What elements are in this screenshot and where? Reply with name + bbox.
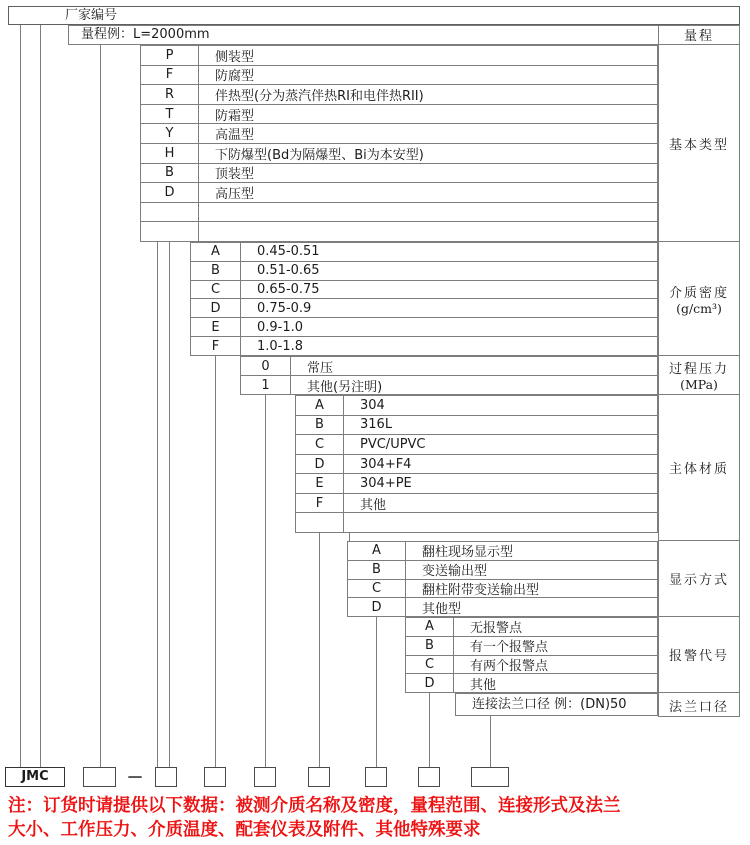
model-code-box-range <box>83 767 116 787</box>
code-cell: E <box>191 318 241 336</box>
code-cell: P <box>141 46 199 65</box>
step-stub-line <box>349 533 350 541</box>
code-cell: E <box>296 474 344 493</box>
table-row <box>191 299 657 318</box>
description-cell: 下防爆型(Bd为隔爆型、Bi为本安型) <box>215 147 424 163</box>
description-cell <box>199 222 657 241</box>
table-row <box>406 656 657 675</box>
basic-type-table <box>140 45 658 242</box>
code-cell: D <box>348 598 406 616</box>
connector-line <box>265 395 266 767</box>
code-cell: B <box>348 561 406 579</box>
table-row <box>296 513 657 532</box>
section-label-pressure: 过程压力 (MPa) <box>659 356 739 395</box>
description-cell: 0.65-0.75 <box>257 282 320 298</box>
connector-line <box>319 533 320 767</box>
code-cell: D <box>191 299 241 317</box>
code-cell: C <box>191 281 241 299</box>
connector-line <box>376 617 377 767</box>
model-code-box-material <box>308 767 330 787</box>
order-note-line2: 大小、工作压力、介质温度、配套仪表及附件、其他特殊要求 <box>8 820 481 840</box>
table-row <box>296 416 657 436</box>
manufacturer-number-label: 厂家编号 <box>65 8 118 23</box>
connector-line <box>490 716 491 767</box>
description-cell: PVC/UPVC <box>360 436 426 452</box>
description-cell: 伴热型(分为蒸汽伴热RI和电伴热RII) <box>215 88 424 104</box>
table-row <box>141 46 657 66</box>
code-cell: D <box>406 674 454 692</box>
range-example-text: 量程例：L=2000mm <box>81 27 210 42</box>
order-note-line1: 注：订货时请提供以下数据：被测介质名称及密度，量程范围、连接形式及法兰 <box>8 796 621 816</box>
flange-size-row <box>455 693 658 716</box>
description-cell: 1.0-1.8 <box>257 338 304 354</box>
description-cell: 顶装型 <box>215 167 255 183</box>
code-cell: A <box>296 396 344 415</box>
connector-line <box>429 693 430 767</box>
pressure-table <box>240 356 658 395</box>
connector-line <box>40 25 41 767</box>
code-cell: R <box>141 85 199 104</box>
table-row <box>296 494 657 514</box>
code-cell: D <box>141 183 199 202</box>
section-label-range: 量程 <box>659 25 739 45</box>
section-label-material: 主体材质 <box>659 395 739 541</box>
table-row <box>191 281 657 300</box>
model-code-box-pressure <box>254 767 276 787</box>
table-row <box>296 474 657 494</box>
code-cell: H <box>141 144 199 163</box>
connector-line <box>215 356 216 767</box>
code-cell <box>141 222 199 241</box>
table-row <box>348 580 657 599</box>
description-cell: 304+PE <box>360 476 412 492</box>
code-cell <box>141 203 199 222</box>
section-label-alarm: 报警代号 <box>659 617 739 693</box>
table-row <box>296 455 657 475</box>
table-row <box>406 618 657 637</box>
table-row <box>141 66 657 86</box>
description-cell <box>344 513 657 532</box>
code-cell <box>296 513 344 532</box>
description-cell: 高压型 <box>215 186 255 202</box>
table-row <box>296 435 657 455</box>
description-cell: 防霜型 <box>215 108 255 124</box>
table-row <box>141 105 657 125</box>
code-cell: 0 <box>241 357 291 375</box>
connector-line <box>169 242 170 767</box>
code-cell: Y <box>141 124 199 143</box>
description-cell: 其他(另注明) <box>307 379 383 394</box>
display-mode-table <box>347 541 658 617</box>
table-row <box>191 262 657 281</box>
table-row <box>241 376 657 394</box>
table-row <box>141 164 657 184</box>
model-code-box-basic-type <box>155 767 177 787</box>
table-row <box>348 598 657 616</box>
manufacturer-number-box <box>8 6 740 25</box>
description-cell: 304 <box>360 397 385 413</box>
code-cell: F <box>296 494 344 513</box>
connector-line <box>20 25 21 767</box>
description-cell: 0.9-1.0 <box>257 319 304 335</box>
table-row <box>406 674 657 692</box>
section-label-basic-type: 基本类型 <box>659 45 739 242</box>
table-row <box>141 124 657 144</box>
alarm-code-table <box>405 617 658 693</box>
description-cell <box>199 203 657 222</box>
table-row <box>241 357 657 376</box>
code-cell: A <box>406 618 454 636</box>
density-table <box>190 242 658 356</box>
description-cell: 其他型 <box>422 601 462 616</box>
description-cell: 翻柱附带变送输出型 <box>422 582 540 598</box>
code-cell: F <box>141 66 199 85</box>
description-cell: 0.45-0.51 <box>257 244 320 260</box>
table-row <box>191 318 657 337</box>
table-row <box>296 396 657 416</box>
code-cell: C <box>348 580 406 598</box>
range-example-box <box>68 25 740 45</box>
model-code-box-density <box>204 767 226 787</box>
code-cell: B <box>191 262 241 280</box>
description-cell: 316L <box>360 417 393 433</box>
description-cell: 0.75-0.9 <box>257 300 312 316</box>
table-row <box>141 144 657 164</box>
code-cell: T <box>141 105 199 124</box>
table-row <box>141 183 657 203</box>
table-row <box>141 203 657 223</box>
description-cell: 其他 <box>470 677 497 692</box>
description-cell: 有两个报警点 <box>470 658 549 674</box>
code-cell: C <box>296 435 344 454</box>
section-label-density: 介质密度 (g/cm³) <box>659 242 739 356</box>
code-cell: 1 <box>241 376 291 394</box>
code-cell: F <box>191 337 241 355</box>
model-code-box-display <box>365 767 387 787</box>
model-code-box-alarm <box>418 767 440 787</box>
code-cell: B <box>141 164 199 183</box>
description-cell: 变送输出型 <box>422 564 488 579</box>
description-cell: 0.51-0.65 <box>257 263 320 279</box>
order-note <box>8 794 748 842</box>
description-cell: 防腐型 <box>215 69 255 85</box>
description-cell: 304+F4 <box>360 456 412 472</box>
description-cell: 常压 <box>307 360 334 375</box>
section-label-flange: 法兰口径 <box>668 699 729 715</box>
section-label-display: 显示方式 <box>659 541 739 617</box>
description-cell: 侧装型 <box>215 49 255 65</box>
table-row <box>406 637 657 656</box>
description-cell: 翻柱现场显示型 <box>422 545 514 560</box>
code-cell: B <box>296 416 344 435</box>
code-cell: B <box>406 637 454 655</box>
model-prefix-box: JMC <box>5 767 65 787</box>
material-table <box>295 395 658 533</box>
category-label-column <box>658 25 740 717</box>
table-row <box>191 243 657 262</box>
model-dash: — <box>127 767 143 785</box>
connector-line <box>100 45 101 767</box>
table-row <box>348 561 657 580</box>
model-code-box-flange <box>471 767 509 787</box>
description-cell: 其他 <box>360 497 387 513</box>
table-row <box>191 337 657 355</box>
code-cell: D <box>296 455 344 474</box>
code-cell: C <box>406 656 454 674</box>
connector-line <box>157 242 158 767</box>
table-row <box>141 85 657 105</box>
table-row <box>348 542 657 561</box>
code-cell: A <box>348 542 406 560</box>
description-cell: 高温型 <box>215 128 255 143</box>
description-cell: 无报警点 <box>470 621 523 636</box>
flange-size-text: 连接法兰口径 例：(DN)50 <box>472 697 627 712</box>
description-cell: 有一个报警点 <box>470 640 549 655</box>
code-cell: A <box>191 243 241 261</box>
table-row <box>141 222 657 241</box>
